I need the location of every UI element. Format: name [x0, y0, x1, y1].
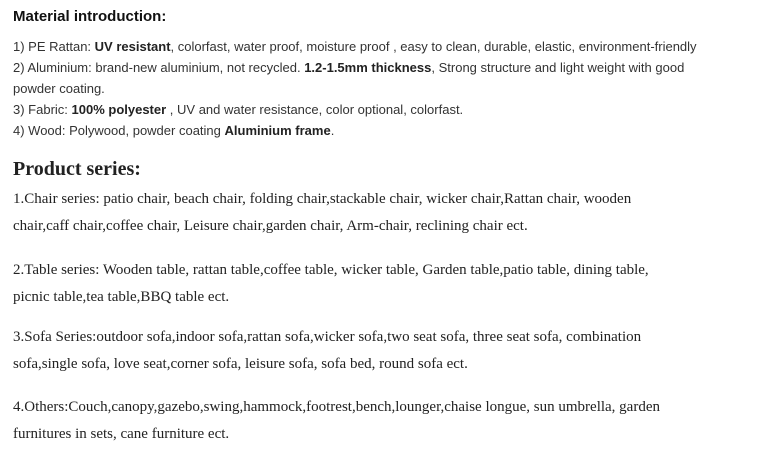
line: 2.Table series: Wooden table, rattan table,coffee table, wicker table, Garden table,patio table, dining table, — [13, 262, 649, 278]
material-item-aluminium — [13, 57, 697, 99]
text: powder coating. — [13, 81, 105, 96]
text: 2) Aluminium: brand-new aluminium, not recycled. — [13, 60, 305, 75]
text: 3) Fabric: — [13, 102, 72, 117]
line: 1.Chair series: patio chair, beach chair, folding chair,stackable chair, wicker chair,Rattan chair, wooden — [13, 191, 632, 207]
table-series-paragraph — [13, 257, 649, 311]
text: 1) PE Rattan: — [13, 39, 95, 54]
bold-text: Aluminium frame — [224, 123, 331, 138]
text: 4) Wood: Polywood, powder coating — [13, 123, 225, 138]
others-series-paragraph — [13, 394, 660, 448]
line: chair,caff chair,coffee chair, Leisure chair,garden chair, Arm-chair, reclining chair ect. — [13, 218, 528, 234]
line: sofa,single sofa, love seat,corner sofa, leisure sofa, sofa bed, round sofa ect. — [13, 356, 468, 372]
line: picnic table,tea table,BBQ table ect. — [13, 289, 230, 305]
material-item-fabric — [13, 99, 697, 120]
chair-series-paragraph — [13, 186, 631, 240]
line: furnitures in sets, cane furniture ect. — [13, 426, 230, 442]
line: 3.Sofa Series:outdoor sofa,indoor sofa,rattan sofa,wicker sofa,two seat sofa, three seat sofa, combination — [13, 329, 642, 345]
bold-text: 1.2-1.5mm thickness — [304, 60, 432, 75]
text: . — [330, 123, 335, 138]
text: , Strong structure and light weight with good — [431, 60, 685, 75]
material-item-wood — [13, 120, 697, 141]
line: 4.Others:Couch,canopy,gazebo,swing,hammock,footrest,bench,lounger,chaise longue, sun umbrella, garden — [13, 399, 660, 415]
material-list — [13, 36, 697, 141]
material-introduction-heading: Material introduction: — [13, 8, 167, 25]
product-series-heading: Product series: — [13, 158, 141, 180]
sofa-series-paragraph — [13, 324, 641, 378]
material-item-pe-rattan — [13, 36, 697, 57]
text: , UV and water resistance, color optional, colorfast. — [166, 102, 464, 117]
text: , colorfast, water proof, moisture proof , easy to clean, durable, elastic, environment-friendly — [170, 39, 697, 54]
bold-text: 100% polyester — [71, 102, 167, 117]
bold-text: UV resistant — [94, 39, 171, 54]
